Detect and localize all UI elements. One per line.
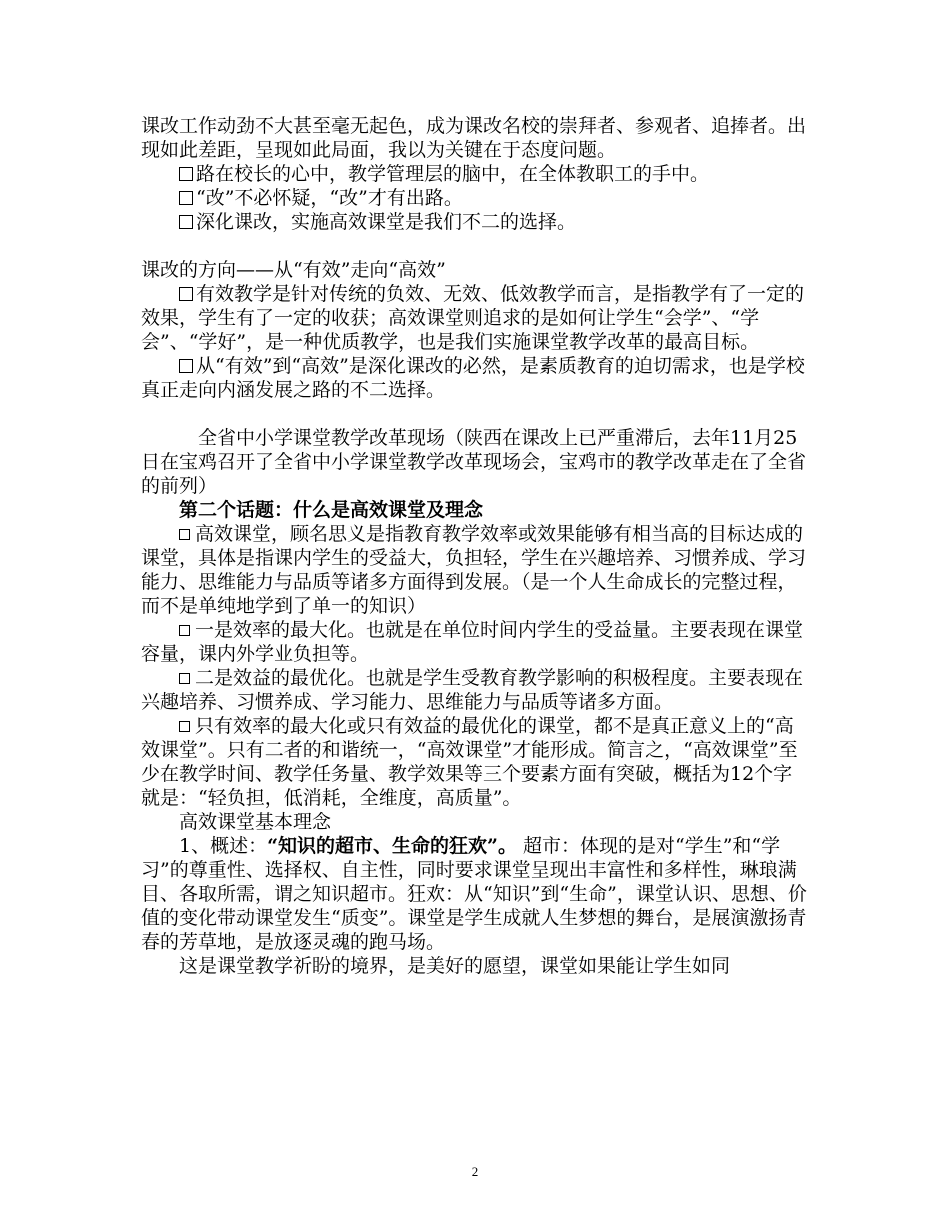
checkbox-bullet-icon	[179, 191, 193, 205]
bullet-paragraph	[141, 618, 811, 666]
bullet-paragraph	[141, 354, 811, 402]
section-heading: 第二个话题：什么是高效课堂及理念	[179, 499, 484, 521]
checkbox-bullet-icon	[179, 287, 193, 301]
overview-label: 1、概述：	[179, 835, 268, 857]
paragraph: 全省中小学课堂教学改革现场（陕西在课改上已严重滞后，去年11月25日在宝鸡召开了全省中小学课堂教学改革现场会，宝鸡市的教学改革走在了全省的前列）	[141, 427, 807, 497]
checkbox-bullet-icon	[179, 625, 190, 636]
paragraph: 这是课堂教学祈盼的境界，是美好的愿望，课堂如果能让学生如同	[179, 955, 731, 977]
paragraph	[141, 834, 811, 954]
checkbox-bullet-icon	[179, 167, 193, 181]
blank-line	[141, 234, 811, 258]
subheading: 高效课堂基本理念	[179, 811, 332, 833]
paragraph-text: “改”不必怀疑，“改”才有出路。	[196, 187, 463, 209]
checkbox-bullet-icon	[179, 721, 190, 732]
overview-body: 超市：体现的是对“学生”和“学习”的尊重性、选择权、自主性，同时要求课堂呈现出丰富性和多样性，琳琅满目、各取所需，谓之知识超市。狂欢：从“知识”到“生命”，课堂认识、思想、价值的变化带动课堂发生“质变”。课堂是学生成就人生梦想的舞台，是展演激扬青春的芳草地，是放逐灵魂的跑马场。	[141, 835, 807, 953]
bullet-paragraph	[141, 522, 811, 618]
paragraph-text: 路在校长的心中，教学管理层的脑中，在全体教职工的手中。	[196, 163, 710, 185]
paragraph-text: 深化课改，实施高效课堂是我们不二的选择。	[196, 211, 577, 233]
paragraph-text: 只有效率的最大化或只有效益的最优化的课堂，都不是真正意义上的“高效课堂”。只有二者的和谐统一，“高效课堂”才能形成。简言之，“高效课堂”至少在教学时间、教学任务量、教学效果等三个要素方面有突破，概括为12个字就是：“轻负担，低消耗，全维度，高质量”。	[141, 715, 798, 809]
text-column	[141, 114, 811, 978]
overview-motto: “知识的超市、生命的狂欢”。	[267, 835, 517, 857]
bullet-paragraph	[141, 666, 811, 714]
checkbox-bullet-icon	[179, 529, 190, 540]
checkbox-bullet-icon	[179, 215, 193, 229]
checkbox-bullet-icon	[179, 359, 193, 373]
section-heading: 课改的方向——从“有效”走向“高效”	[141, 259, 446, 281]
bullet-paragraph	[141, 282, 811, 354]
page-number: 2	[471, 1164, 479, 1179]
paragraph-text: 有效教学是针对传统的负效、无效、低效教学而言，是指教学有了一定的效果，学生有了一定的收获；高效课堂则追求的是如何让学生“会学”、“学会”、“学好”，是一种优质教学，也是我们实施课堂教学改革的最高目标。	[141, 283, 805, 353]
blank-line	[141, 402, 811, 426]
paragraph-text: 从“有效”到“高效”是深化课改的必然，是素质教育的迫切需求，也是学校真正走向内涵发展之路的不二选择。	[141, 355, 805, 401]
bullet-paragraph	[141, 186, 811, 210]
checkbox-bullet-icon	[179, 673, 190, 684]
bullet-paragraph	[141, 210, 811, 234]
paragraph-text: 一是效率的最大化。也就是在单位时间内学生的受益量。主要表现在课堂容量，课内外学业负担等。	[141, 619, 804, 665]
paragraph-text: 二是效益的最优化。也就是学生受教育教学影响的积极程度。主要表现在兴趣培养、习惯养成、学习能力、思维能力与品质等诸多方面。	[141, 667, 804, 713]
paragraph-text: 高效课堂，顾名思义是指教育教学效率或效果能够有相当高的目标达成的课堂，具体是指课内学生的受益大，负担轻，学生在兴趣培养、习惯养成、学习能力、思维能力与品质等诸多方面得到发展。（是一个人生命成长的完整过程，而不是单纯地学到了单一的知识）	[141, 523, 807, 617]
bullet-paragraph	[141, 714, 811, 810]
bullet-paragraph	[141, 162, 811, 186]
paragraph: 课改工作动劲不大甚至毫无起色，成为课改名校的崇拜者、参观者、追捧者。出现如此差距，呈现如此局面，我以为关键在于态度问题。	[141, 115, 807, 161]
